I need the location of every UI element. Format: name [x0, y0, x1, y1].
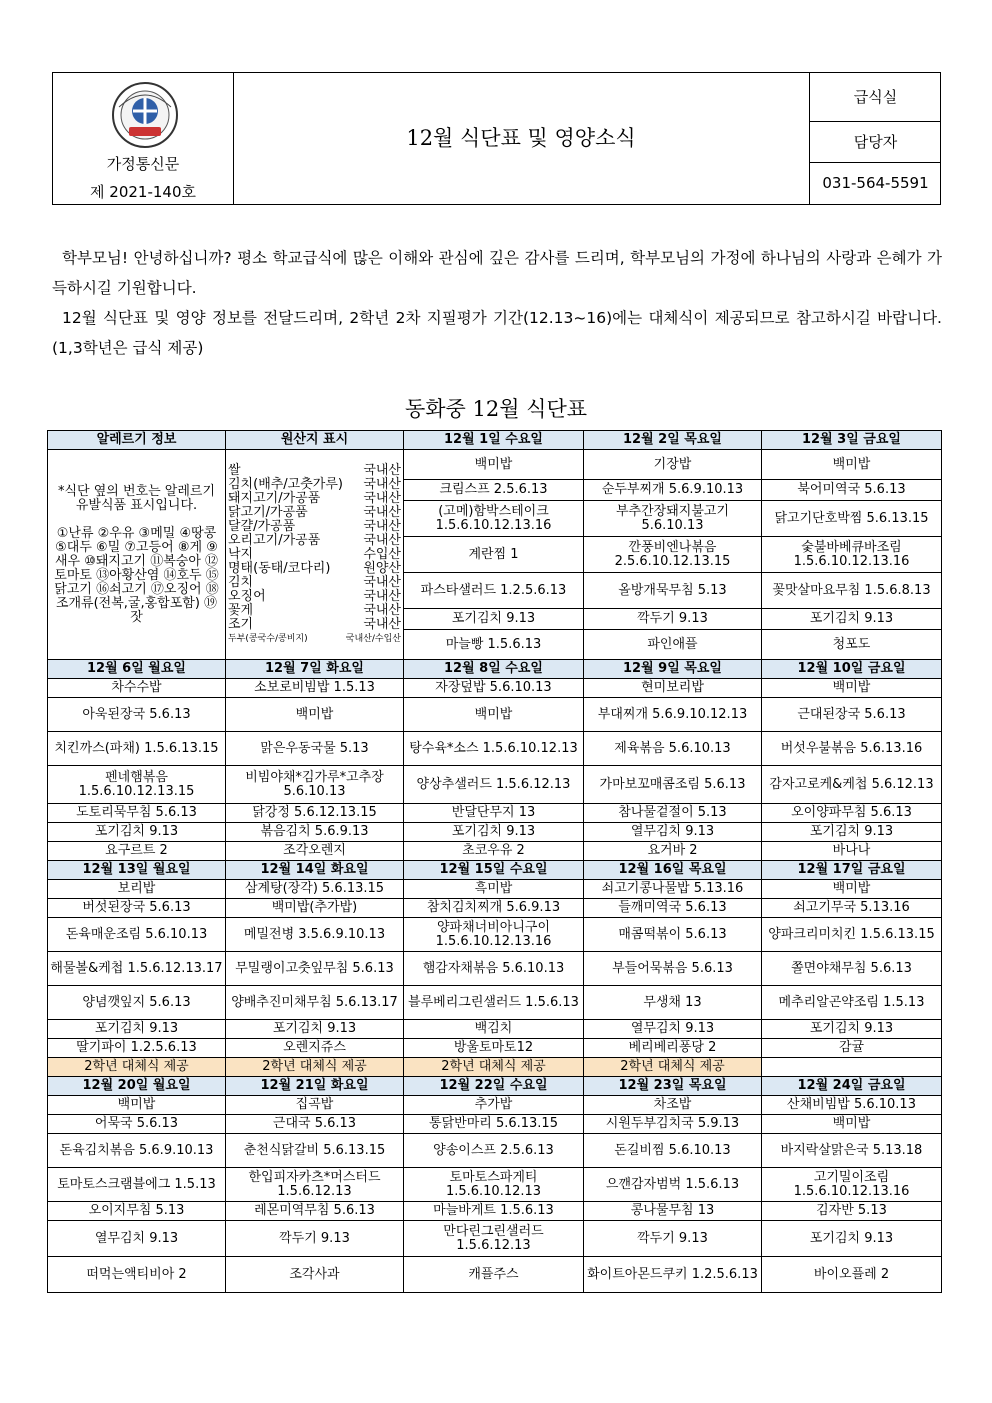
- menu-item: 크림스프 2.5.6.13: [404, 480, 584, 501]
- menu-item: 방울토마토12: [404, 1039, 584, 1058]
- menu-row: [48, 880, 942, 899]
- menu-item: 아욱된장국 5.6.13: [48, 698, 226, 732]
- origin-food: 쌀: [228, 462, 241, 478]
- menu-item: 북어미역국 5.6.13: [762, 480, 942, 501]
- menu-item: 포기김치 9.13: [48, 823, 226, 842]
- menu-item: 들깨미역국 5.6.13: [584, 899, 762, 918]
- menu-item: 깐풍비엔나볶음 2.5.6.10.12.13.15: [584, 537, 762, 573]
- menu-item: 열무김치 9.13: [584, 823, 762, 842]
- origin-country: 국내산: [363, 602, 401, 618]
- menu-row: [48, 1134, 942, 1168]
- menu-item: 초코우유 2: [404, 842, 584, 861]
- menu-row: [48, 450, 942, 480]
- menu-item: 부추간장돼지불고기 5.6.10.13: [584, 501, 762, 537]
- menu-item: 근대된장국 5.6.13: [762, 698, 942, 732]
- menu-item: 오렌지쥬스: [226, 1039, 404, 1058]
- origin-info: [226, 450, 404, 660]
- origin-item: [228, 604, 401, 618]
- menu-item: 오이지무침 5.13: [48, 1202, 226, 1221]
- menu-item: 해물볼&케첩 1.5.6.12.13.17: [48, 952, 226, 986]
- menu-item: 요구르트 2: [48, 842, 226, 861]
- menu-item: 숯불바베큐바조림 1.5.6.10.12.13.16: [762, 537, 942, 573]
- menu-row: [48, 1168, 942, 1202]
- origin-food: 닭고기/가공품: [228, 504, 308, 520]
- menu-item: 포기김치 9.13: [762, 823, 942, 842]
- issue-number: 제 2021-140호: [90, 183, 196, 201]
- menu-item: 깍두기 9.13: [226, 1221, 404, 1257]
- day-header-row: [48, 431, 942, 450]
- menu-item: 기장밥: [584, 450, 762, 480]
- origin-country: 수입산: [363, 546, 401, 562]
- menu-row: [48, 899, 942, 918]
- menu-item: 볶음김치 5.6.9.13: [226, 823, 404, 842]
- menu-item: 양념깻잎지 5.6.13: [48, 986, 226, 1020]
- day-header: 12월 2일 목요일: [584, 431, 762, 450]
- menu-item: 무생채 13: [584, 986, 762, 1020]
- menu-row: [48, 1115, 942, 1134]
- day-header: 12월 16일 목요일: [584, 861, 762, 880]
- menu-item: 딸기파이 1.2.5.6.13: [48, 1039, 226, 1058]
- menu-item: 포기김치 9.13: [404, 609, 584, 630]
- menu-item: 만다린그린샐러드 1.5.6.12.13: [404, 1221, 584, 1257]
- menu-item: 백미밥: [762, 880, 942, 899]
- menu-item: 매콤떡볶이 5.6.13: [584, 918, 762, 952]
- menu-row: [48, 842, 942, 861]
- alternate-meal-row: [48, 1058, 942, 1077]
- menu-item: 포기김치 9.13: [48, 1020, 226, 1039]
- origin-item: [228, 590, 401, 604]
- menu-item: 한입피자카츠*머스터드 1.5.6.12.13: [226, 1168, 404, 1202]
- menu-item: 백미밥(추가밥): [226, 899, 404, 918]
- menu-item: 포기김치 9.13: [762, 609, 942, 630]
- menu-row: [48, 1020, 942, 1039]
- menu-item: 백미밥: [404, 450, 584, 480]
- menu-item: 양송이스프 2.5.6.13: [404, 1134, 584, 1168]
- menu-item: 포기김치 9.13: [226, 1020, 404, 1039]
- menu-row: [48, 986, 942, 1020]
- menu-item: 근대국 5.6.13: [226, 1115, 404, 1134]
- menu-item: 양배추진미채무침 5.6.13.17: [226, 986, 404, 1020]
- day-header: 12월 23일 목요일: [584, 1077, 762, 1096]
- menu-item: 시원두부김치국 5.9.13: [584, 1115, 762, 1134]
- menu-item: 부들어묵볶음 5.6.13: [584, 952, 762, 986]
- origin-country: 국내산: [363, 616, 401, 632]
- contact-label: 담당자: [810, 122, 941, 163]
- origin-item: [228, 464, 401, 478]
- day-header: 12월 3일 금요일: [762, 431, 942, 450]
- menu-item: 닭고기단호박찜 5.6.13.15: [762, 501, 942, 537]
- day-header: 12월 1일 수요일: [404, 431, 584, 450]
- menu-row: [48, 804, 942, 823]
- origin-country: 국내산: [363, 476, 401, 492]
- menu-row: [48, 1257, 942, 1293]
- menu-item: 바지락살맑은국 5.13.18: [762, 1134, 942, 1168]
- origin-item: [228, 520, 401, 534]
- menu-item: 쫄면야채무침 5.6.13: [762, 952, 942, 986]
- day-header: 12월 15일 수요일: [404, 861, 584, 880]
- menu-item: 비빔야채*김가루*고추장 5.6.10.13: [226, 766, 404, 804]
- menu-item: 포기김치 9.13: [404, 823, 584, 842]
- menu-item: 김자반 5.13: [762, 1202, 942, 1221]
- menu-item: (고메)함박스테이크 1.5.6.10.12.13.16: [404, 501, 584, 537]
- origin-country: 원양산: [363, 560, 401, 576]
- logo-cell: [53, 73, 234, 204]
- newsletter-label: 가정통신문: [106, 155, 180, 173]
- menu-item: 고기밀이조림 1.5.6.10.12.13.16: [762, 1168, 942, 1202]
- menu-row: [48, 823, 942, 842]
- menu-item: 요거바 2: [584, 842, 762, 861]
- menu-item: 버섯우불볶음 5.6.13.16: [762, 732, 942, 766]
- menu-row: [48, 918, 942, 952]
- day-header: 12월 13일 월요일: [48, 861, 226, 880]
- menu-item: 청포도: [762, 630, 942, 660]
- menu-item: 무밀랭이고춧잎무침 5.6.13: [226, 952, 404, 986]
- day-header: 12월 8일 수요일: [404, 660, 584, 679]
- menu-item: 마늘바게트 1.5.6.13: [404, 1202, 584, 1221]
- menu-item: 차조밥: [584, 1096, 762, 1115]
- menu-item: 햄감자채볶음 5.6.10.13: [404, 952, 584, 986]
- day-header: 알레르기 정보: [48, 431, 226, 450]
- page-title: 12월 식단표 및 영양소식: [406, 126, 636, 150]
- menu-row: [48, 1202, 942, 1221]
- menu-item: 돈길비찜 5.6.10.13: [584, 1134, 762, 1168]
- menu-item: 조각오렌지: [226, 842, 404, 861]
- origin-food: 오리고기/가공품: [228, 532, 321, 548]
- menu-item: 추가밥: [404, 1096, 584, 1115]
- menu-item: 맑은우동국물 5.13: [226, 732, 404, 766]
- menu-item: 화이트아몬드쿠키 1.2.5.6.13: [584, 1257, 762, 1293]
- alternate-meal-notice: 2학년 대체식 제공: [226, 1058, 404, 1077]
- menu-table: [47, 430, 942, 1293]
- menu-row: [48, 952, 942, 986]
- alternate-meal-notice: 2학년 대체식 제공: [584, 1058, 762, 1077]
- menu-item: 백미밥: [226, 698, 404, 732]
- alternate-meal-notice: 2학년 대체식 제공: [48, 1058, 226, 1077]
- menu-row: [48, 1039, 942, 1058]
- day-header: 12월 22일 수요일: [404, 1077, 584, 1096]
- menu-item: 자장덮밥 5.6.10.13: [404, 679, 584, 698]
- day-header-row: [48, 1077, 942, 1096]
- origin-country: 국내산: [363, 490, 401, 506]
- menu-item: 백미밥: [762, 450, 942, 480]
- menu-item: 현미보리밥: [584, 679, 762, 698]
- menu-item: 캐플주스: [404, 1257, 584, 1293]
- menu-item: 양파채너비아니구이 1.5.6.10.12.13.16: [404, 918, 584, 952]
- menu-item: 도토리묵무침 5.6.13: [48, 804, 226, 823]
- menu-item: 포기김치 9.13: [762, 1221, 942, 1257]
- menu-item: 포기김치 9.13: [762, 1020, 942, 1039]
- origin-food: 낙지: [228, 546, 254, 562]
- menu-item: 열무김치 9.13: [48, 1221, 226, 1257]
- menu-item: 보리밥: [48, 880, 226, 899]
- menu-item: 올방개묵무침 5.13: [584, 573, 762, 609]
- menu-item: 메추리알곤약조림 1.5.13: [762, 986, 942, 1020]
- day-header: 원산지 표시: [226, 431, 404, 450]
- origin-item: [228, 562, 401, 576]
- day-header: 12월 20일 월요일: [48, 1077, 226, 1096]
- menu-item: 백미밥: [762, 1115, 942, 1134]
- contact-cell: [809, 73, 941, 204]
- menu-item: 산채비빔밥 5.6.10.13: [762, 1096, 942, 1115]
- menu-item: 백김치: [404, 1020, 584, 1039]
- menu-item: 토마토스파게티 1.5.6.10.12.13: [404, 1168, 584, 1202]
- origin-food: 조기: [228, 616, 254, 632]
- origin-item: [228, 506, 401, 520]
- alternate-meal-notice: 2학년 대체식 제공: [404, 1058, 584, 1077]
- menu-item: 삼계탕(장각) 5.6.13.15: [226, 880, 404, 899]
- menu-item: 깍두기 9.13: [584, 609, 762, 630]
- menu-item: 콩나물무침 13: [584, 1202, 762, 1221]
- origin-food: 명태(동태/코다리): [228, 560, 331, 576]
- menu-item: 파인애플: [584, 630, 762, 660]
- menu-item: 감귤: [762, 1039, 942, 1058]
- day-header: 12월 10일 금요일: [762, 660, 942, 679]
- origin-item: [228, 478, 401, 492]
- menu-item: 탕수육*소스 1.5.6.10.12.13: [404, 732, 584, 766]
- origin-item: [228, 548, 401, 562]
- menu-item: 부대찌개 5.6.9.10.12.13: [584, 698, 762, 732]
- origin-food: 김치(배추/고춧가루): [228, 476, 343, 492]
- intro-text: [52, 243, 942, 363]
- menu-item: 어묵국 5.6.13: [48, 1115, 226, 1134]
- origin-item: [228, 632, 401, 646]
- origin-country: 국내산: [363, 588, 401, 604]
- origin-item: [228, 618, 401, 632]
- menu-item: 반달단무지 13: [404, 804, 584, 823]
- origin-food: 김치: [228, 574, 254, 590]
- origin-country: 국내산: [363, 504, 401, 520]
- menu-item: 조각사과: [226, 1257, 404, 1293]
- origin-country: 국내산: [363, 532, 401, 548]
- menu-item: 바나나: [762, 842, 942, 861]
- menu-item: 베리베리퐁당 2: [584, 1039, 762, 1058]
- menu-item: 백미밥: [762, 679, 942, 698]
- menu-item: 차수수밥: [48, 679, 226, 698]
- day-header: 12월 7일 화요일: [226, 660, 404, 679]
- day-header: 12월 9일 목요일: [584, 660, 762, 679]
- intro-paragraph-2: 12월 식단표 및 영양 정보를 전달드리며, 2학년 2차 지필평가 기간(12.13~16)에는 대체식이 제공되므로 참고하시길 바랍니다. (1,3학년은 급식 제공): [52, 309, 942, 357]
- dept-label: 급식실: [810, 73, 941, 122]
- intro-paragraph-1: 학부모님! 안녕하십니까? 평소 학교급식에 많은 이해와 관심에 깊은 감사를 드리며, 학부모님의 가정에 하나님의 사랑과 은혜가 가득하시길 기원합니다.: [52, 249, 942, 297]
- day-header-row: [48, 660, 942, 679]
- day-header: 12월 14일 화요일: [226, 861, 404, 880]
- menu-item: 순두부찌개 5.6.9.10.13: [584, 480, 762, 501]
- menu-item: 가마보꼬매콤조림 5.6.13: [584, 766, 762, 804]
- origin-food: 오징어: [228, 588, 266, 604]
- menu-item: 바이오플레 2: [762, 1257, 942, 1293]
- menu-item: 소보로비빔밥 1.5.13: [226, 679, 404, 698]
- menu-item: 마늘빵 1.5.6.13: [404, 630, 584, 660]
- menu-row: [48, 698, 942, 732]
- menu-item: 블루베리그린샐러드 1.5.6.13: [404, 986, 584, 1020]
- origin-item: [228, 492, 401, 506]
- menu-item: 으깬감자범벅 1.5.6.13: [584, 1168, 762, 1202]
- menu-item: 치킨까스(파채) 1.5.6.13.15: [48, 732, 226, 766]
- phone-number: 031-564-5591: [822, 174, 929, 192]
- menu-item: 참나물겉절이 5.13: [584, 804, 762, 823]
- menu-item: 돈육매운조림 5.6.10.13: [48, 918, 226, 952]
- menu-item: 양상추샐러드 1.5.6.12.13: [404, 766, 584, 804]
- menu-item: 감자고로케&케첩 5.6.12.13: [762, 766, 942, 804]
- menu-item: 꽃맛살마요무침 1.5.6.8.13: [762, 573, 942, 609]
- menu-item: 떠먹는액티비아 2: [48, 1257, 226, 1293]
- origin-food: 달걀/가공품: [228, 518, 296, 534]
- origin-food: 두부(콩국수/콩비지): [228, 633, 308, 644]
- menu-item: 돈육김치볶음 5.6.9.10.13: [48, 1134, 226, 1168]
- menu-item: 닭강정 5.6.12.13.15: [226, 804, 404, 823]
- menu-row: [48, 679, 942, 698]
- day-header: 12월 21일 화요일: [226, 1077, 404, 1096]
- origin-item: [228, 534, 401, 548]
- newsletter-header: [52, 72, 941, 205]
- menu-item: 파스타샐러드 1.2.5.6.13: [404, 573, 584, 609]
- menu-item: 펜네햄볶음 1.5.6.10.12.13.15: [48, 766, 226, 804]
- menu-item: 제육볶음 5.6.10.13: [584, 732, 762, 766]
- menu-item: 참치김치찌개 5.6.9.13: [404, 899, 584, 918]
- menu-item: 통닭반마리 5.6.13.15: [404, 1115, 584, 1134]
- menu-row: [48, 766, 942, 804]
- day-header-row: [48, 861, 942, 880]
- day-header: 12월 17일 금요일: [762, 861, 942, 880]
- menu-item: 오이양파무침 5.6.13: [762, 804, 942, 823]
- menu-item: 백미밥: [404, 698, 584, 732]
- menu-item: 열무김치 9.13: [584, 1020, 762, 1039]
- menu-item: 깍두기 9.13: [584, 1221, 762, 1257]
- origin-food: 돼지고기/가공품: [228, 490, 321, 506]
- alternate-meal-notice: [762, 1058, 942, 1077]
- menu-item: 계란찜 1: [404, 537, 584, 573]
- menu-item: 쇠고기콩나물밥 5.13.16: [584, 880, 762, 899]
- menu-item: 메밀전병 3.5.6.9.10.13: [226, 918, 404, 952]
- menu-item: 버섯된장국 5.6.13: [48, 899, 226, 918]
- menu-item: 양파크리미치킨 1.5.6.13.15: [762, 918, 942, 952]
- school-logo: [111, 81, 179, 149]
- origin-food: 꽃게: [228, 602, 254, 618]
- origin-item: [228, 576, 401, 590]
- menu-item: 집곡밥: [226, 1096, 404, 1115]
- menu-item: 춘천식닭갈비 5.6.13.15: [226, 1134, 404, 1168]
- origin-country: 국내산/수입산: [345, 633, 401, 644]
- menu-item: 토마토스크램블에그 1.5.13: [48, 1168, 226, 1202]
- allergy-info: *식단 옆의 번호는 알레르기 유발식품 표시입니다. ①난류 ②우유 ③메밀 ④땅콩 ⑤대두 ⑥밀 ⑦고등어 ⑧게 ⑨새우 ⑩돼지고기 ⑪복숭아 ⑫토마토 ⑬아황산염 ⑭호두 ⑮닭고기 ⑯쇠고기 ⑰오징어 ⑱조개류(전복,굴,홍합포함) ⑲잣: [48, 450, 226, 660]
- menu-row: [48, 732, 942, 766]
- day-header: 12월 24일 금요일: [762, 1077, 942, 1096]
- menu-item: 백미밥: [48, 1096, 226, 1115]
- menu-item: 레몬미역무침 5.6.13: [226, 1202, 404, 1221]
- origin-country: 국내산: [363, 462, 401, 478]
- origin-country: 국내산: [363, 574, 401, 590]
- menu-title: 동화중 12월 식단표: [404, 397, 588, 421]
- menu-row: [48, 1096, 942, 1115]
- menu-item: 쇠고기무국 5.13.16: [762, 899, 942, 918]
- origin-country: 국내산: [363, 518, 401, 534]
- menu-item: 흑미밥: [404, 880, 584, 899]
- day-header: 12월 6일 월요일: [48, 660, 226, 679]
- menu-row: [48, 1221, 942, 1257]
